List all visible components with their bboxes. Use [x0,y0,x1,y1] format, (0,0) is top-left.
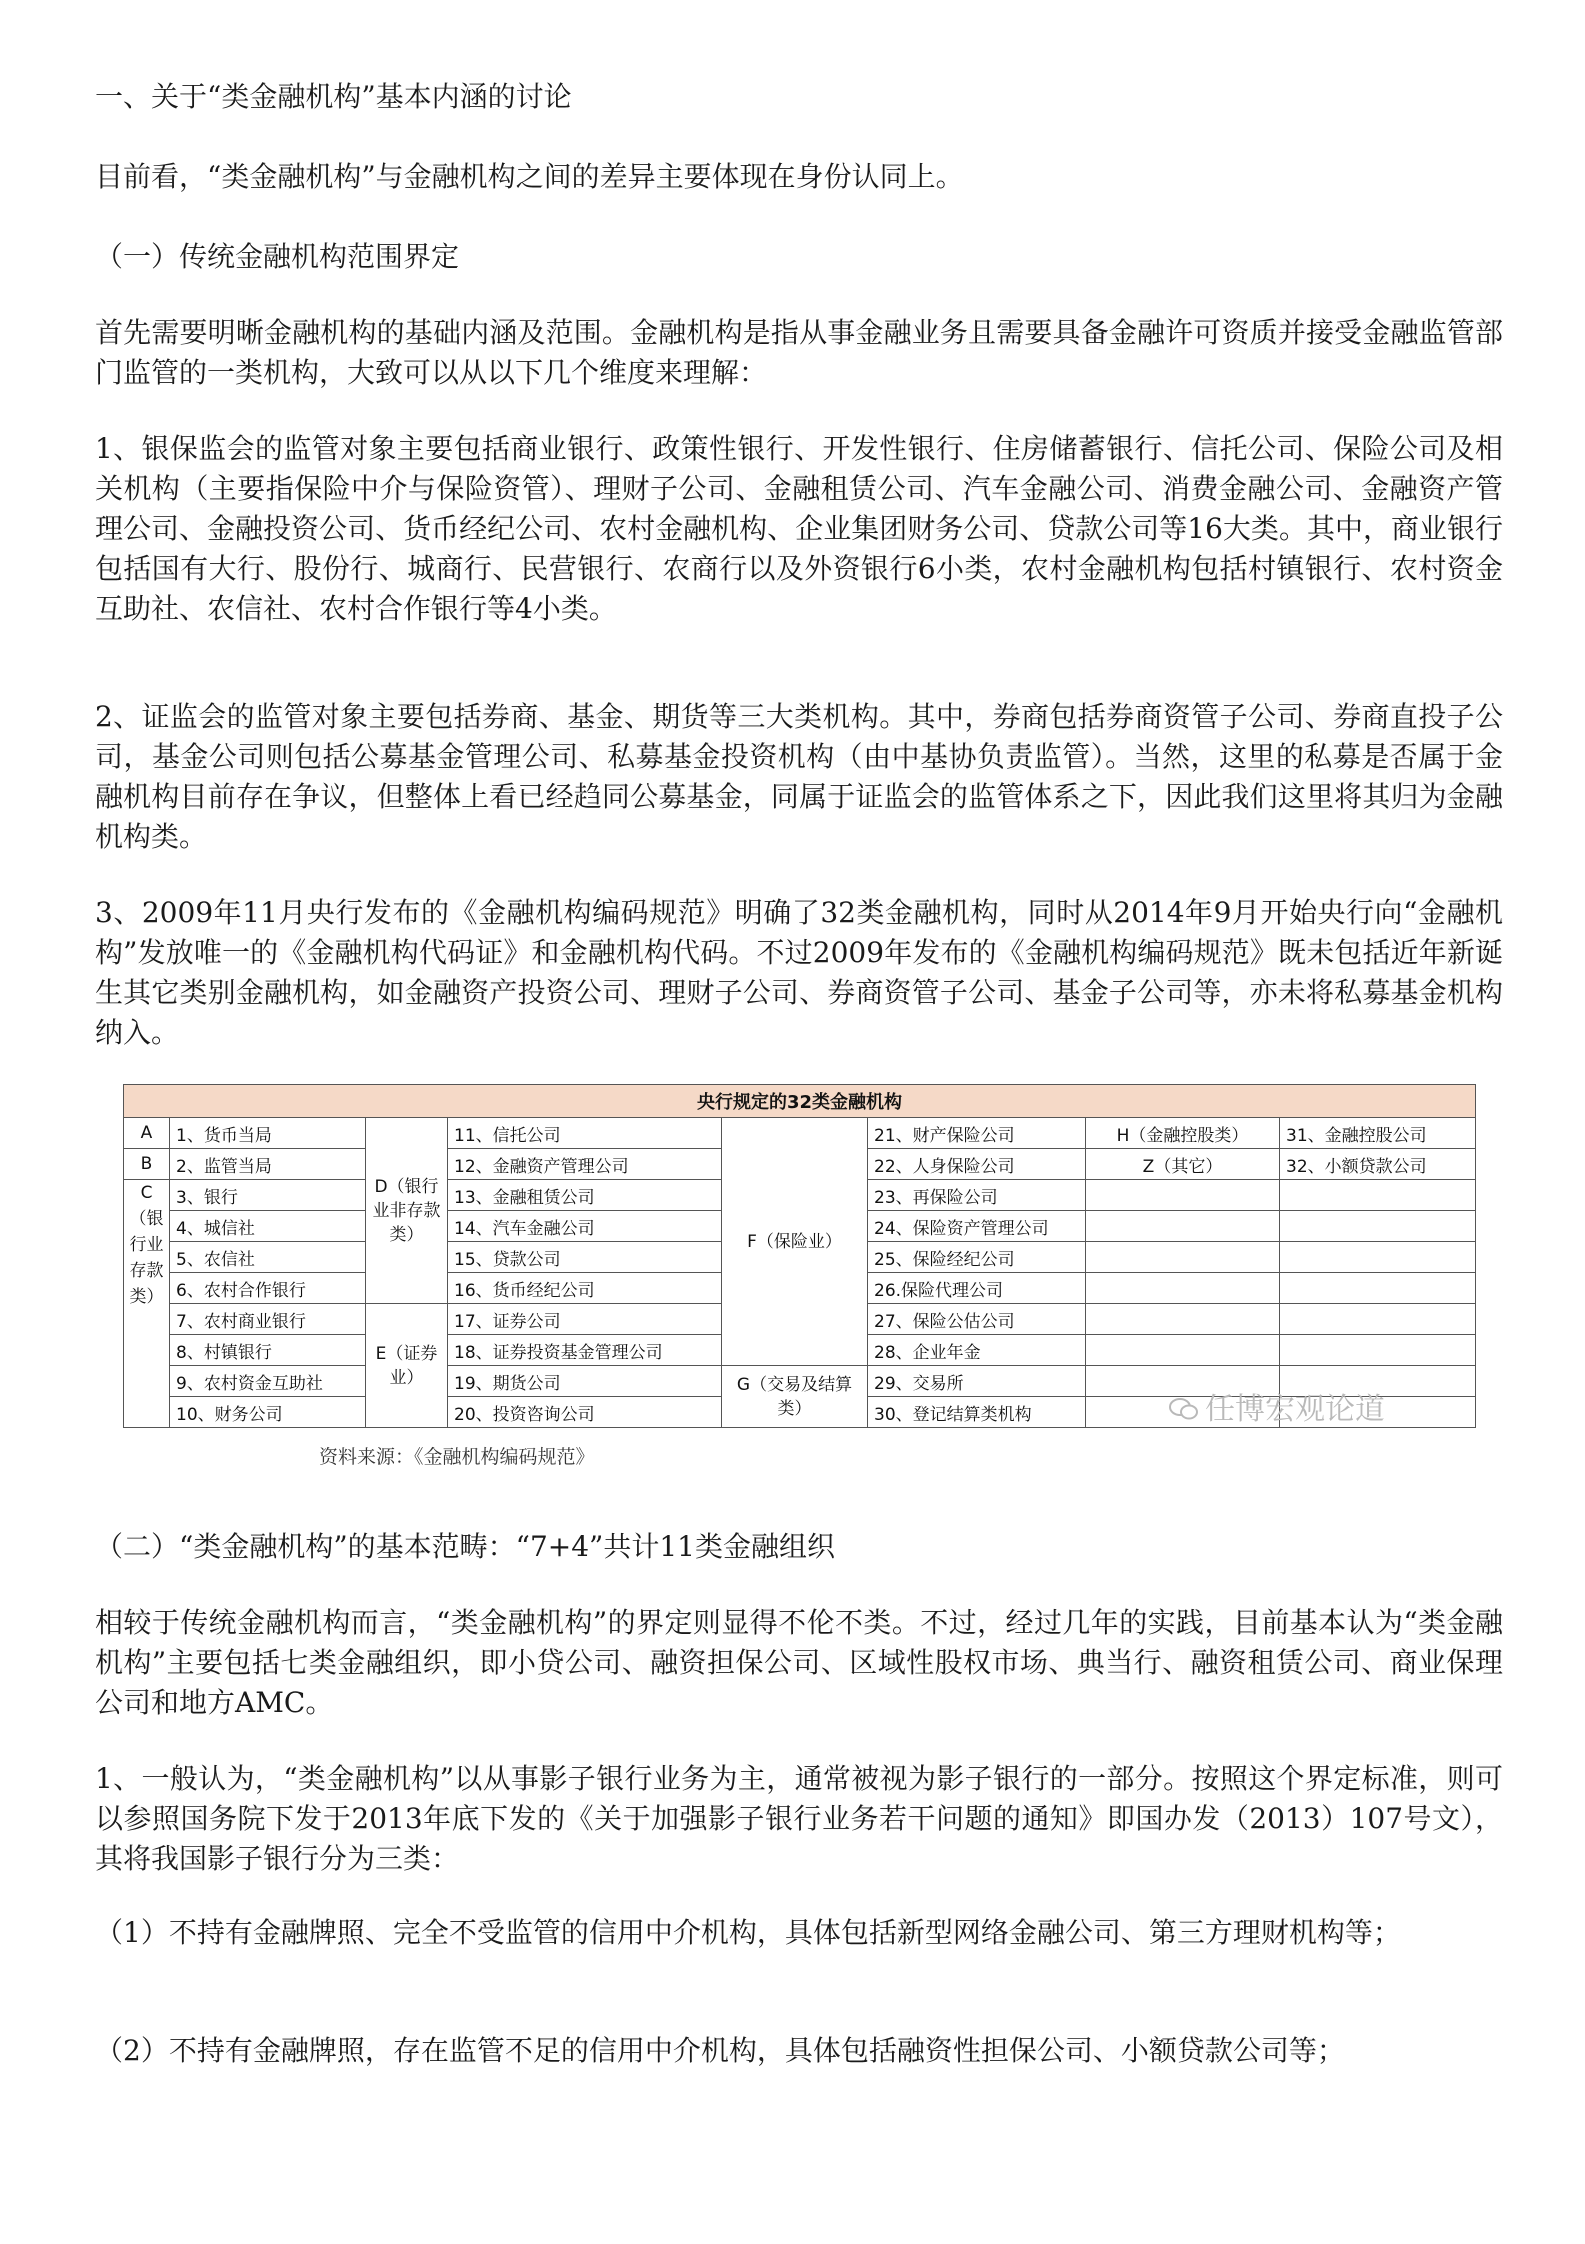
group-f: F（保险业） [722,1118,868,1366]
paragraph-shadow-banking: 1、一般认为，“类金融机构”以从事影子银行业务为主，通常被视为影子银行的一部分。按照这个界定标准，则可以参照国务院下发于2013年底下发的《关于加强影子银行业务若干问题的通知》即国办发（2013）107号文），其将我国影子银行分为三类： [95,1762,1503,1875]
item-12: 12、金融资产管理公司 [448,1149,722,1180]
empty-cell [1280,1273,1476,1304]
item-17: 17、证券公司 [448,1304,722,1335]
empty-cell [1280,1335,1476,1366]
paragraph-quasi-scope: 相较于传统金融机构而言，“类金融机构”的界定则显得不伦不类。不过，经过几年的实践，目前基本认为“类金融机构”主要包括七类金融组织，即小贷公司、融资担保公司、区域性股权市场、典当行、融资租赁公司、商业保理公司和地方AMC。 [95,1606,1503,1719]
item-27: 27、保险公估公司 [868,1304,1086,1335]
item-15: 15、贷款公司 [448,1242,722,1273]
code-a: A [124,1118,170,1149]
item-23: 23、再保险公司 [868,1180,1086,1211]
item-1: 1、货币当局 [170,1118,366,1149]
item-9: 9、农村资金互助社 [170,1366,366,1397]
empty-cell [1086,1211,1280,1242]
institutions-table [123,1084,1476,1428]
group-h: H（金融控股类） [1086,1118,1280,1149]
group-g: G（交易及结算类） [722,1366,868,1428]
item-10: 10、财务公司 [170,1397,366,1428]
watermark-text: 任博宏观论道 [1205,1392,1385,1427]
empty-cell [1280,1180,1476,1211]
paragraph-pboc: 3、2009年11月央行发布的《金融机构编码规范》明确了32类金融机构，同时从2014年9月开始央行向“金融机构”发放唯一的《金融机构代码证》和金融机构代码。不过2009年发布的《金融机构编码规范》既未包括近年新诞生其它类别金融机构，如金融资产投资公司、理财子公司、券商资管子公司、基金子公司等，亦未将私募基金机构纳入。 [95,896,1503,1049]
item-31: 31、金融控股公司 [1280,1118,1476,1149]
table-source: 资料来源：《金融机构编码规范》 [319,1446,595,1468]
group-d: D（银行业非存款类） [366,1118,448,1304]
empty-cell [1086,1335,1280,1366]
section-heading-1: 一、关于“类金融机构”基本内涵的讨论 [95,80,572,113]
item-22: 22、人身保险公司 [868,1149,1086,1180]
paragraph-csrc: 2、证监会的监管对象主要包括券商、基金、期货等三大类机构。其中，券商包括券商资管子公司、券商直投子公司，基金公司则包括公募基金管理公司、私募基金投资机构（由中基协负责监管）。当然，这里的私募是否属于金融机构目前存在争议，但整体上看已经趋同公募基金，同属于证监会的监管体系之下，因此我们这里将其归为金融机构类。 [95,700,1503,853]
item-8: 8、村镇银行 [170,1335,366,1366]
empty-cell [1280,1211,1476,1242]
wechat-icon [1169,1394,1199,1418]
item-5: 5、农信社 [170,1242,366,1273]
paragraph-type-2: （2）不持有金融牌照，存在监管不足的信用中介机构，具体包括融资性担保公司、小额贷款公司等； [95,2034,1345,2067]
code-b: B [124,1149,170,1180]
paragraph-intro: 目前看，“类金融机构”与金融机构之间的差异主要体现在身份认同上。 [95,160,964,193]
table-title: 央行规定的32类金融机构 [124,1085,1476,1118]
empty-cell [1280,1242,1476,1273]
item-13: 13、金融租赁公司 [448,1180,722,1211]
empty-cell [1086,1273,1280,1304]
item-32: 32、小额贷款公司 [1280,1149,1476,1180]
group-c: C（银行业存款类） [124,1180,170,1428]
item-25: 25、保险经纪公司 [868,1242,1086,1273]
item-29: 29、交易所 [868,1366,1086,1397]
paragraph-type-1: （1）不持有金融牌照、完全不受监管的信用中介机构，具体包括新型网络金融公司、第三方理财机构等； [95,1916,1401,1949]
item-3: 3、银行 [170,1180,366,1211]
item-30: 30、登记结算类机构 [868,1397,1086,1428]
item-21: 21、财产保险公司 [868,1118,1086,1149]
item-7: 7、农村商业银行 [170,1304,366,1335]
institutions-table-figure [123,1084,1475,1468]
watermark [1169,1384,1385,1428]
section-heading-1-2: （二）“类金融机构”的基本范畴：“7+4”共计11类金融组织 [95,1530,835,1563]
item-16: 16、货币经纪公司 [448,1273,722,1304]
paragraph-definition: 首先需要明晰金融机构的基础内涵及范围。金融机构是指从事金融业务且需要具备金融许可资质并接受金融监管部门监管的一类机构，大致可以从以下几个维度来理解： [95,316,1503,389]
item-6: 6、农村合作银行 [170,1273,366,1304]
item-14: 14、汽车金融公司 [448,1211,722,1242]
item-24: 24、保险资产管理公司 [868,1211,1086,1242]
empty-cell [1086,1304,1280,1335]
empty-cell [1280,1304,1476,1335]
item-2: 2、监管当局 [170,1149,366,1180]
item-11: 11、信托公司 [448,1118,722,1149]
item-19: 19、期货公司 [448,1366,722,1397]
item-20: 20、投资咨询公司 [448,1397,722,1428]
section-heading-1-1: （一）传统金融机构范围界定 [95,240,460,273]
group-z: Z（其它） [1086,1149,1280,1180]
item-28: 28、企业年金 [868,1335,1086,1366]
item-4: 4、城信社 [170,1211,366,1242]
item-18: 18、证券投资基金管理公司 [448,1335,722,1366]
item-26: 26.保险代理公司 [868,1273,1086,1304]
empty-cell [1086,1180,1280,1211]
empty-cell [1086,1242,1280,1273]
paragraph-cbirc: 1、银保监会的监管对象主要包括商业银行、政策性银行、开发性银行、住房储蓄银行、信托公司、保险公司及相关机构（主要指保险中介与保险资管）、理财子公司、金融租赁公司、汽车金融公司、消费金融公司、金融资产管理公司、金融投资公司、货币经纪公司、农村金融机构、企业集团财务公司、贷款公司等16大类。其中，商业银行包括国有大行、股份行、城商行、民营银行、农商行以及外资银行6小类，农村金融机构包括村镇银行、农村资金互助社、农信社、农村合作银行等4小类。 [95,432,1503,625]
group-e: E（证券业） [366,1304,448,1428]
